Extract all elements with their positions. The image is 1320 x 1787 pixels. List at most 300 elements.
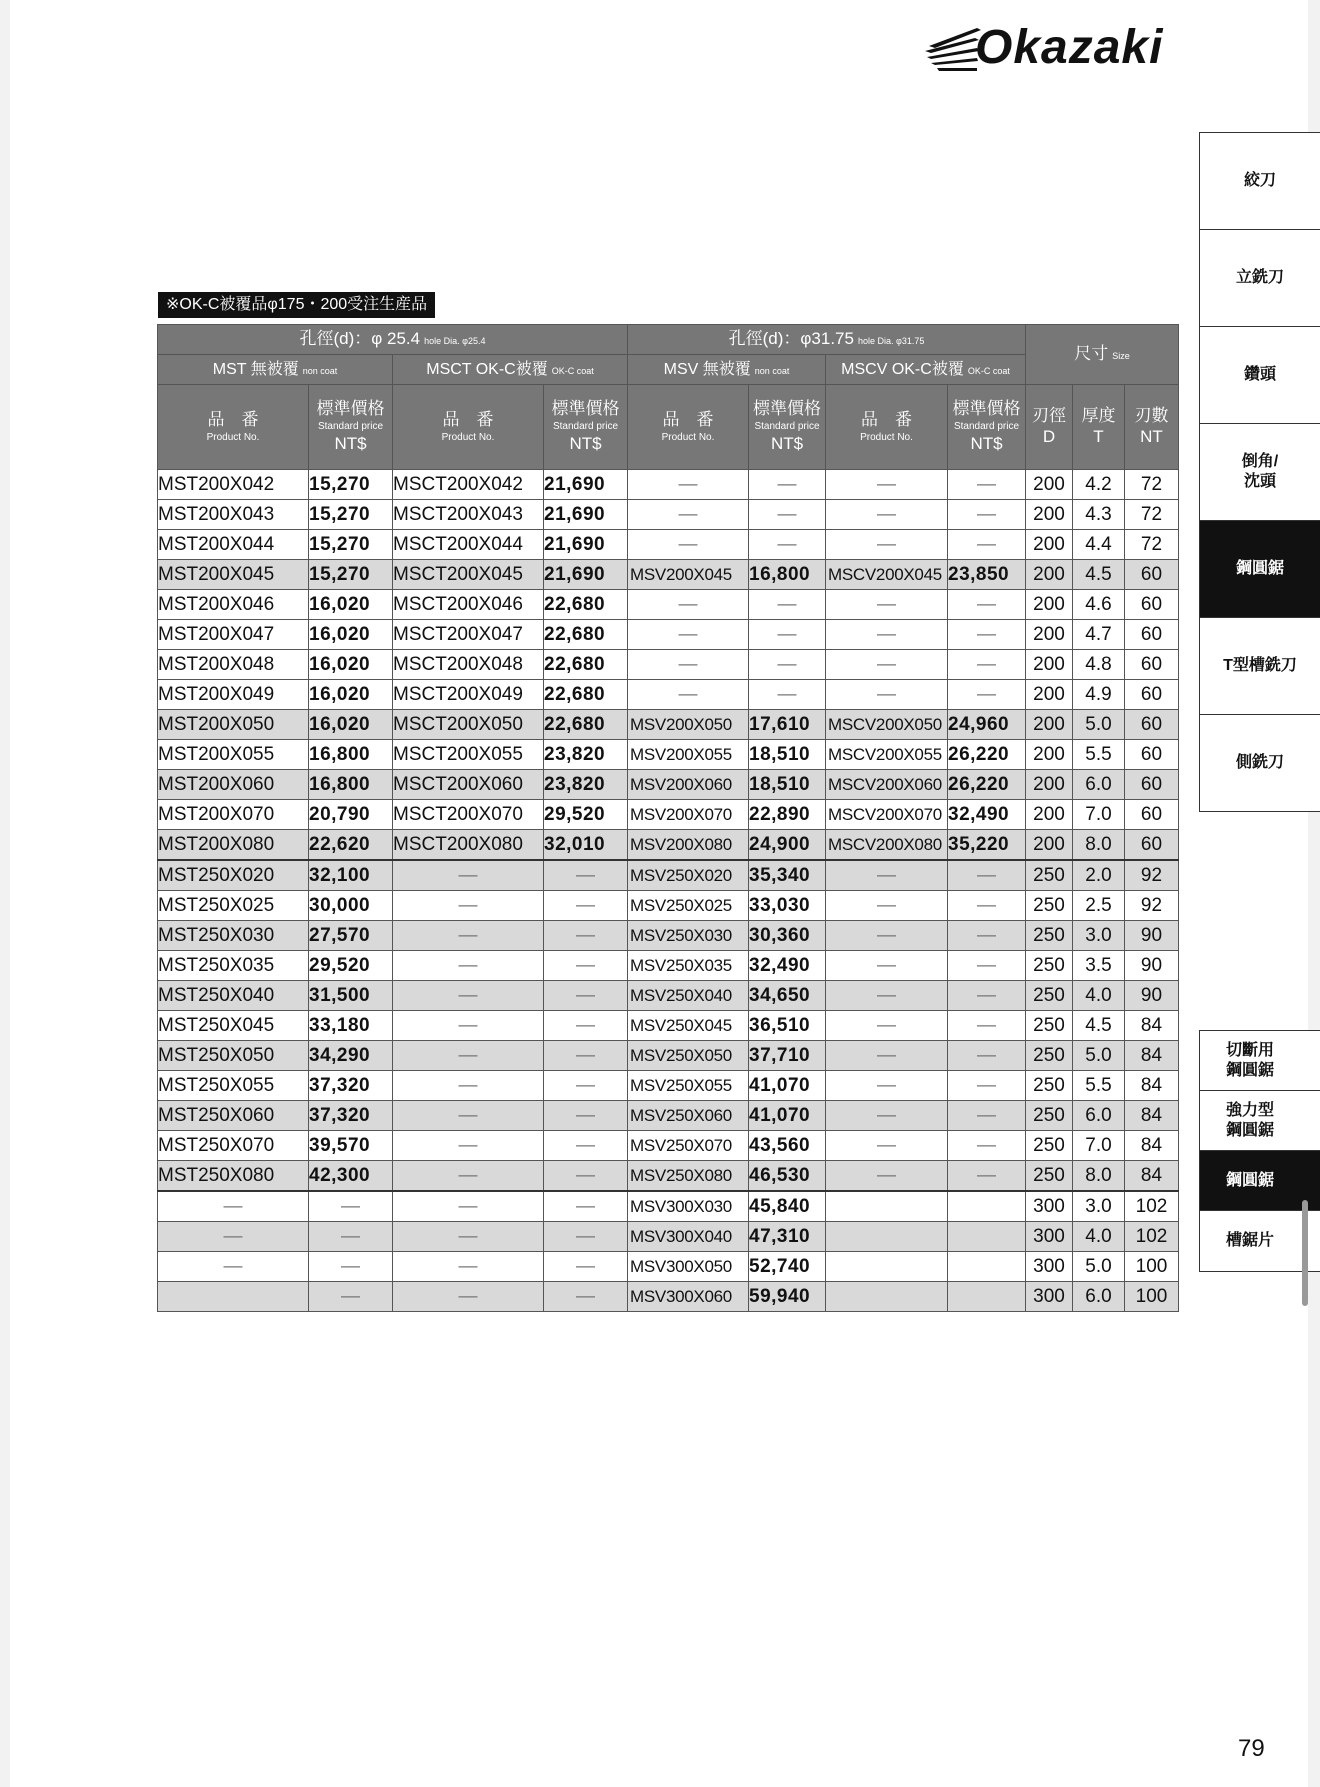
msv-product-no-cell: MSV200X060: [628, 770, 749, 800]
teeth-cell: 72: [1125, 530, 1179, 560]
mst-product-no-cell: MST250X020: [158, 860, 309, 891]
teeth-cell: 92: [1125, 860, 1179, 891]
mscv-product-no-cell: [826, 1282, 948, 1312]
msv-price-cell: —: [749, 650, 826, 680]
msct-product-no-cell: —: [393, 1161, 544, 1192]
diameter-cell: 250: [1026, 860, 1073, 891]
mst-price-cell: —: [309, 1252, 393, 1282]
msct-product-no-cell: —: [393, 981, 544, 1011]
mscv-price-cell: —: [948, 500, 1026, 530]
thickness-cell: 4.0: [1073, 981, 1125, 1011]
table-row: [158, 740, 1179, 770]
teeth-cell: 84: [1125, 1011, 1179, 1041]
table-row: [158, 1161, 1179, 1192]
mscv-product-no-cell: [826, 1252, 948, 1282]
side-tab-2[interactable]: 強力型 鋼圓鋸: [1200, 1091, 1320, 1151]
table-row: [158, 1131, 1179, 1161]
mscv-product-no-cell: —: [826, 981, 948, 1011]
msv-product-no-cell: —: [628, 500, 749, 530]
msct-price-cell: —: [544, 1071, 628, 1101]
teeth-cell: 60: [1125, 830, 1179, 861]
msct-product-no-cell: —: [393, 1222, 544, 1252]
thickness-cell: 4.7: [1073, 620, 1125, 650]
mst-price-cell: 16,020: [309, 710, 393, 740]
msv-product-no-cell: MSV250X025: [628, 891, 749, 921]
diameter-cell: 250: [1026, 981, 1073, 1011]
thickness-cell: 4.5: [1073, 560, 1125, 590]
mst-price-cell: 29,520: [309, 951, 393, 981]
teeth-cell: 84: [1125, 1131, 1179, 1161]
msv-price-cell: 18,510: [749, 740, 826, 770]
msct-product-no-cell: —: [393, 1282, 544, 1312]
msv-price-cell: 17,610: [749, 710, 826, 740]
msct-price-cell: 21,690: [544, 500, 628, 530]
mst-price-cell: 39,570: [309, 1131, 393, 1161]
mst-product-no-cell: MST200X050: [158, 710, 309, 740]
diameter-cell: 250: [1026, 1071, 1073, 1101]
msv-price-cell: 16,800: [749, 560, 826, 590]
mscv-product-no-cell: —: [826, 680, 948, 710]
mst-price-cell: 16,020: [309, 650, 393, 680]
teeth-cell: 102: [1125, 1191, 1179, 1222]
thickness-cell: 5.0: [1073, 1252, 1125, 1282]
thickness-header: 厚度 T: [1073, 385, 1125, 470]
mst-price-cell: 37,320: [309, 1071, 393, 1101]
msct-product-no-cell: —: [393, 1041, 544, 1071]
mscv-product-no-cell: —: [826, 860, 948, 891]
mscv-product-no-cell: —: [826, 921, 948, 951]
teeth-cell: 90: [1125, 981, 1179, 1011]
mscv-price-cell: —: [948, 951, 1026, 981]
thickness-cell: 5.5: [1073, 1071, 1125, 1101]
category-tabs: [1199, 132, 1320, 812]
mscv-price-cell: [948, 1191, 1026, 1222]
msct-price-cell: 21,690: [544, 530, 628, 560]
msv-price-cell: 45,840: [749, 1191, 826, 1222]
thickness-cell: 2.5: [1073, 891, 1125, 921]
msv-price-cell: 46,530: [749, 1161, 826, 1192]
table-row: [158, 710, 1179, 740]
msct-product-no-cell: MSCT200X044: [393, 530, 544, 560]
teeth-cell: 60: [1125, 800, 1179, 830]
mst-price-cell: 16,020: [309, 590, 393, 620]
msv-price-cell: 24,900: [749, 830, 826, 861]
mscv-product-no-cell: MSCV200X050: [826, 710, 948, 740]
mscv-product-no-cell: —: [826, 951, 948, 981]
mscv-price-cell: —: [948, 470, 1026, 500]
msv-product-no-cell: MSV250X045: [628, 1011, 749, 1041]
mst-product-no-cell: MST250X030: [158, 921, 309, 951]
side-tab-5[interactable]: 鋼圓鋸: [1200, 521, 1320, 618]
mscv-price-cell: —: [948, 981, 1026, 1011]
diameter-cell: 200: [1026, 530, 1073, 560]
mscv-product-no-cell: —: [826, 500, 948, 530]
table-row: [158, 891, 1179, 921]
mst-product-no-cell: —: [158, 1222, 309, 1252]
teeth-cell: 60: [1125, 590, 1179, 620]
msct-price-cell: 32,010: [544, 830, 628, 861]
diameter-cell: 300: [1026, 1252, 1073, 1282]
diameter-cell: 200: [1026, 500, 1073, 530]
thickness-cell: 4.5: [1073, 1011, 1125, 1041]
msct-product-no-cell: —: [393, 1131, 544, 1161]
hole-254-header: 孔徑(d)：φ 25.4 hole Dia. φ25.4: [158, 325, 628, 355]
mscv-product-no-cell: —: [826, 650, 948, 680]
msv-price-cell: 18,510: [749, 770, 826, 800]
msv-price-cell: 34,650: [749, 981, 826, 1011]
table-row: [158, 770, 1179, 800]
msct-product-no-cell: MSCT200X050: [393, 710, 544, 740]
thickness-cell: 4.3: [1073, 500, 1125, 530]
table-row: [158, 650, 1179, 680]
msv-product-no-cell: —: [628, 620, 749, 650]
diameter-cell: 250: [1026, 1011, 1073, 1041]
thickness-cell: 6.0: [1073, 1101, 1125, 1131]
mscv-product-no-cell: —: [826, 1041, 948, 1071]
msv-product-no-cell: MSV250X080: [628, 1161, 749, 1192]
mst-product-no-cell: MST200X080: [158, 830, 309, 861]
msct-product-no-cell: MSCT200X042: [393, 470, 544, 500]
msct-price-cell: —: [544, 1191, 628, 1222]
side-tab-2[interactable]: 立銑刀: [1200, 230, 1320, 327]
table-row: [158, 500, 1179, 530]
msct-price-cell: 22,680: [544, 680, 628, 710]
teeth-cell: 102: [1125, 1222, 1179, 1252]
mst-price-cell: —: [309, 1222, 393, 1252]
msct-product-no-cell: MSCT200X055: [393, 740, 544, 770]
diameter-cell: 200: [1026, 800, 1073, 830]
side-tab-6[interactable]: T型槽銑刀: [1200, 618, 1320, 715]
msv-product-no-cell: MSV200X070: [628, 800, 749, 830]
table-row: [158, 590, 1179, 620]
msct-price-cell: —: [544, 1011, 628, 1041]
thickness-cell: 4.4: [1073, 530, 1125, 560]
table-row: [158, 1041, 1179, 1071]
mscv-price-cell: 26,220: [948, 770, 1026, 800]
mst-price-cell: 32,100: [309, 860, 393, 891]
side-tab-1[interactable]: 切斷用 鋼圓鋸: [1200, 1031, 1320, 1091]
mst-price-cell: 22,620: [309, 830, 393, 861]
table-row: [158, 1071, 1179, 1101]
thickness-cell: 3.0: [1073, 1191, 1125, 1222]
mst-product-no-cell: MST200X048: [158, 650, 309, 680]
mst-product-no-cell: MST250X055: [158, 1071, 309, 1101]
msct-price-cell: —: [544, 891, 628, 921]
table-row: [158, 981, 1179, 1011]
mst-product-no-cell: MST200X047: [158, 620, 309, 650]
diameter-cell: 250: [1026, 1041, 1073, 1071]
msv-price-cell: —: [749, 590, 826, 620]
teeth-cell: 100: [1125, 1282, 1179, 1312]
msv-price-cell: 59,940: [749, 1282, 826, 1312]
mst-price-cell: 16,800: [309, 740, 393, 770]
table-row: [158, 921, 1179, 951]
side-tab-7[interactable]: 側銑刀: [1235, 754, 1284, 771]
msct-product-no-cell: —: [393, 1101, 544, 1131]
msv-product-no-cell: MSV300X050: [628, 1252, 749, 1282]
thickness-cell: 3.0: [1073, 921, 1125, 951]
mscv-price-cell: [948, 1252, 1026, 1282]
msv-product-no-cell: MSV200X055: [628, 740, 749, 770]
msct-header: MSCT OK-C被覆 OK-C coat: [393, 355, 628, 385]
msct-price-cell: —: [544, 1101, 628, 1131]
mscv-price-cell: —: [948, 891, 1026, 921]
diameter-cell: 200: [1026, 830, 1073, 861]
diameter-cell: 200: [1026, 740, 1073, 770]
msv-product-no-cell: MSV300X060: [628, 1282, 749, 1312]
msv-product-no-cell: MSV300X040: [628, 1222, 749, 1252]
teeth-header: 刃數 NT: [1125, 385, 1179, 470]
msv-product-no-cell: MSV250X020: [628, 860, 749, 891]
teeth-cell: 90: [1125, 921, 1179, 951]
thickness-cell: 4.0: [1073, 1222, 1125, 1252]
diameter-cell: 250: [1026, 1131, 1073, 1161]
teeth-cell: 60: [1125, 680, 1179, 710]
mst-price-cell: 15,270: [309, 500, 393, 530]
msct-price-cell: 23,820: [544, 770, 628, 800]
table-row: [158, 470, 1179, 500]
teeth-cell: 72: [1125, 470, 1179, 500]
msct-price-cell: —: [544, 981, 628, 1011]
mscv-product-no-cell: —: [826, 530, 948, 560]
mscv-price-cell: 26,220: [948, 740, 1026, 770]
table-row: [158, 530, 1179, 560]
mscv-header: MSCV OK-C被覆 OK-C coat: [826, 355, 1026, 385]
mscv-price-cell: 23,850: [948, 560, 1026, 590]
msct-price-cell: 22,680: [544, 710, 628, 740]
side-tab-3[interactable]: 鋼圓鋸: [1200, 1151, 1320, 1211]
mst-product-no-cell: MST200X044: [158, 530, 309, 560]
msv-price-cell: 41,070: [749, 1101, 826, 1131]
diameter-cell: 250: [1026, 891, 1073, 921]
product-no-header: 品 番 Product No.: [158, 385, 309, 470]
msv-price-cell: 37,710: [749, 1041, 826, 1071]
msv-product-no-cell: —: [628, 530, 749, 560]
msv-price-cell: —: [749, 680, 826, 710]
mst-product-no-cell: MST250X060: [158, 1101, 309, 1131]
price-table: [157, 324, 1179, 1312]
mscv-price-cell: [948, 1282, 1026, 1312]
table-row: [158, 860, 1179, 891]
diameter-cell: 250: [1026, 1161, 1073, 1192]
table-row: [158, 951, 1179, 981]
mscv-price-cell: —: [948, 1011, 1026, 1041]
msv-product-no-cell: —: [628, 590, 749, 620]
table-row: [158, 680, 1179, 710]
mscv-price-cell: —: [948, 650, 1026, 680]
mst-header: MST 無被覆 non coat: [158, 355, 393, 385]
mst-product-no-cell: MST200X042: [158, 470, 309, 500]
product-no-header: 品 番 Product No.: [826, 385, 948, 470]
msv-price-cell: 32,490: [749, 951, 826, 981]
mst-price-cell: —: [309, 1191, 393, 1222]
table-row: [158, 830, 1179, 861]
msct-product-no-cell: —: [393, 1252, 544, 1282]
msct-price-cell: 29,520: [544, 800, 628, 830]
diameter-header: 刃徑 D: [1026, 385, 1073, 470]
msv-price-cell: 22,890: [749, 800, 826, 830]
table-row: [158, 560, 1179, 590]
mscv-product-no-cell: [826, 1191, 948, 1222]
thickness-cell: 8.0: [1073, 1161, 1125, 1192]
teeth-cell: 84: [1125, 1161, 1179, 1192]
mst-product-no-cell: MST250X045: [158, 1011, 309, 1041]
thickness-cell: 6.0: [1073, 1282, 1125, 1312]
msv-header: MSV 無被覆 non coat: [628, 355, 826, 385]
msv-price-cell: —: [749, 500, 826, 530]
mst-product-no-cell: —: [158, 1191, 309, 1222]
msct-product-no-cell: —: [393, 860, 544, 891]
msv-product-no-cell: MSV300X030: [628, 1191, 749, 1222]
table-row: [158, 1101, 1179, 1131]
msct-price-cell: —: [544, 1222, 628, 1252]
diameter-cell: 250: [1026, 921, 1073, 951]
mst-price-cell: 16,800: [309, 770, 393, 800]
side-tab-4[interactable]: 槽鋸片: [1226, 1232, 1275, 1249]
msct-product-no-cell: MSCT200X080: [393, 830, 544, 861]
mscv-product-no-cell: —: [826, 620, 948, 650]
mst-product-no-cell: MST200X049: [158, 680, 309, 710]
thickness-cell: 7.0: [1073, 800, 1125, 830]
thickness-cell: 4.6: [1073, 590, 1125, 620]
msct-price-cell: 22,680: [544, 590, 628, 620]
msv-product-no-cell: —: [628, 680, 749, 710]
mst-price-cell: 15,270: [309, 530, 393, 560]
msct-price-cell: —: [544, 921, 628, 951]
teeth-cell: 60: [1125, 560, 1179, 590]
msct-product-no-cell: —: [393, 921, 544, 951]
teeth-cell: 84: [1125, 1041, 1179, 1071]
msct-price-cell: 21,690: [544, 470, 628, 500]
mscv-product-no-cell: MSCV200X045: [826, 560, 948, 590]
mst-product-no-cell: —: [158, 1252, 309, 1282]
price-header: 標準價格 Standard price NT$: [948, 385, 1026, 470]
thickness-cell: 3.5: [1073, 951, 1125, 981]
mscv-product-no-cell: MSCV200X070: [826, 800, 948, 830]
teeth-cell: 84: [1125, 1071, 1179, 1101]
mscv-price-cell: 24,960: [948, 710, 1026, 740]
mscv-product-no-cell: —: [826, 1011, 948, 1041]
mscv-price-cell: —: [948, 921, 1026, 951]
scrollbar[interactable]: [1302, 1200, 1308, 1306]
page-number: 79: [1238, 1735, 1265, 1762]
msv-product-no-cell: —: [628, 650, 749, 680]
msv-product-no-cell: MSV250X030: [628, 921, 749, 951]
mscv-product-no-cell: —: [826, 1161, 948, 1192]
price-header: 標準價格 Standard price NT$: [749, 385, 826, 470]
mst-product-no-cell: MST200X055: [158, 740, 309, 770]
mst-product-no-cell: MST250X050: [158, 1041, 309, 1071]
product-no-header: 品 番 Product No.: [393, 385, 544, 470]
mst-product-no-cell: MST250X025: [158, 891, 309, 921]
msv-price-cell: 43,560: [749, 1131, 826, 1161]
teeth-cell: 60: [1125, 710, 1179, 740]
msct-product-no-cell: MSCT200X043: [393, 500, 544, 530]
msct-price-cell: —: [544, 1252, 628, 1282]
msv-product-no-cell: MSV250X060: [628, 1101, 749, 1131]
table-row: [158, 800, 1179, 830]
msct-product-no-cell: MSCT200X045: [393, 560, 544, 590]
mscv-product-no-cell: [826, 1222, 948, 1252]
msct-product-no-cell: —: [393, 951, 544, 981]
msct-price-cell: 23,820: [544, 740, 628, 770]
msv-product-no-cell: —: [628, 470, 749, 500]
thickness-cell: 8.0: [1073, 830, 1125, 861]
table-row: [158, 1011, 1179, 1041]
msct-product-no-cell: —: [393, 1191, 544, 1222]
hole-3175-header: 孔徑(d)：φ31.75 hole Dia. φ31.75: [628, 325, 1026, 355]
mscv-product-no-cell: —: [826, 1131, 948, 1161]
diameter-cell: 300: [1026, 1222, 1073, 1252]
msv-price-cell: —: [749, 530, 826, 560]
mst-price-cell: 30,000: [309, 891, 393, 921]
mst-product-no-cell: MST250X070: [158, 1131, 309, 1161]
msv-product-no-cell: MSV250X035: [628, 951, 749, 981]
diameter-cell: 300: [1026, 1191, 1073, 1222]
mst-product-no-cell: [158, 1282, 309, 1312]
teeth-cell: 92: [1125, 891, 1179, 921]
teeth-cell: 60: [1125, 650, 1179, 680]
teeth-cell: 90: [1125, 951, 1179, 981]
thickness-cell: 5.0: [1073, 710, 1125, 740]
mst-price-cell: 42,300: [309, 1161, 393, 1192]
table-row: [158, 1252, 1179, 1282]
mst-price-cell: 33,180: [309, 1011, 393, 1041]
msv-price-cell: 33,030: [749, 891, 826, 921]
msv-product-no-cell: MSV250X055: [628, 1071, 749, 1101]
mscv-price-cell: —: [948, 1041, 1026, 1071]
mscv-product-no-cell: —: [826, 590, 948, 620]
teeth-cell: 72: [1125, 500, 1179, 530]
mst-price-cell: 34,290: [309, 1041, 393, 1071]
mst-price-cell: 16,020: [309, 620, 393, 650]
mst-price-cell: 27,570: [309, 921, 393, 951]
mscv-product-no-cell: MSCV200X080: [826, 830, 948, 861]
diameter-cell: 200: [1026, 590, 1073, 620]
mscv-price-cell: —: [948, 530, 1026, 560]
msct-product-no-cell: MSCT200X046: [393, 590, 544, 620]
mst-product-no-cell: MST200X045: [158, 560, 309, 590]
msv-product-no-cell: MSV200X045: [628, 560, 749, 590]
msct-product-no-cell: —: [393, 891, 544, 921]
okazaki-logo: [925, 20, 1185, 76]
catalog-page: [10, 0, 1308, 1787]
mst-price-cell: 15,270: [309, 470, 393, 500]
diameter-cell: 200: [1026, 710, 1073, 740]
msct-price-cell: —: [544, 860, 628, 891]
mst-product-no-cell: MST200X043: [158, 500, 309, 530]
msv-price-cell: 47,310: [749, 1222, 826, 1252]
thickness-cell: 7.0: [1073, 1131, 1125, 1161]
msv-product-no-cell: MSV200X080: [628, 830, 749, 861]
msct-price-cell: —: [544, 1131, 628, 1161]
table-row: [158, 1222, 1179, 1252]
thickness-cell: 4.2: [1073, 470, 1125, 500]
side-tab-3[interactable]: 鑽頭: [1200, 327, 1320, 424]
msv-price-cell: 36,510: [749, 1011, 826, 1041]
msv-product-no-cell: MSV200X050: [628, 710, 749, 740]
msv-price-cell: 30,360: [749, 921, 826, 951]
brand-wordmark: Okazaki: [975, 21, 1164, 74]
price-header: 標準價格 Standard price NT$: [544, 385, 628, 470]
diameter-cell: 200: [1026, 770, 1073, 800]
mst-product-no-cell: MST250X080: [158, 1161, 309, 1192]
side-tab-1[interactable]: 絞刀: [1200, 133, 1320, 230]
side-tab-4[interactable]: 倒角/ 沈頭: [1200, 424, 1320, 521]
mscv-price-cell: 35,220: [948, 830, 1026, 861]
mst-price-cell: 37,320: [309, 1101, 393, 1131]
mscv-product-no-cell: —: [826, 891, 948, 921]
